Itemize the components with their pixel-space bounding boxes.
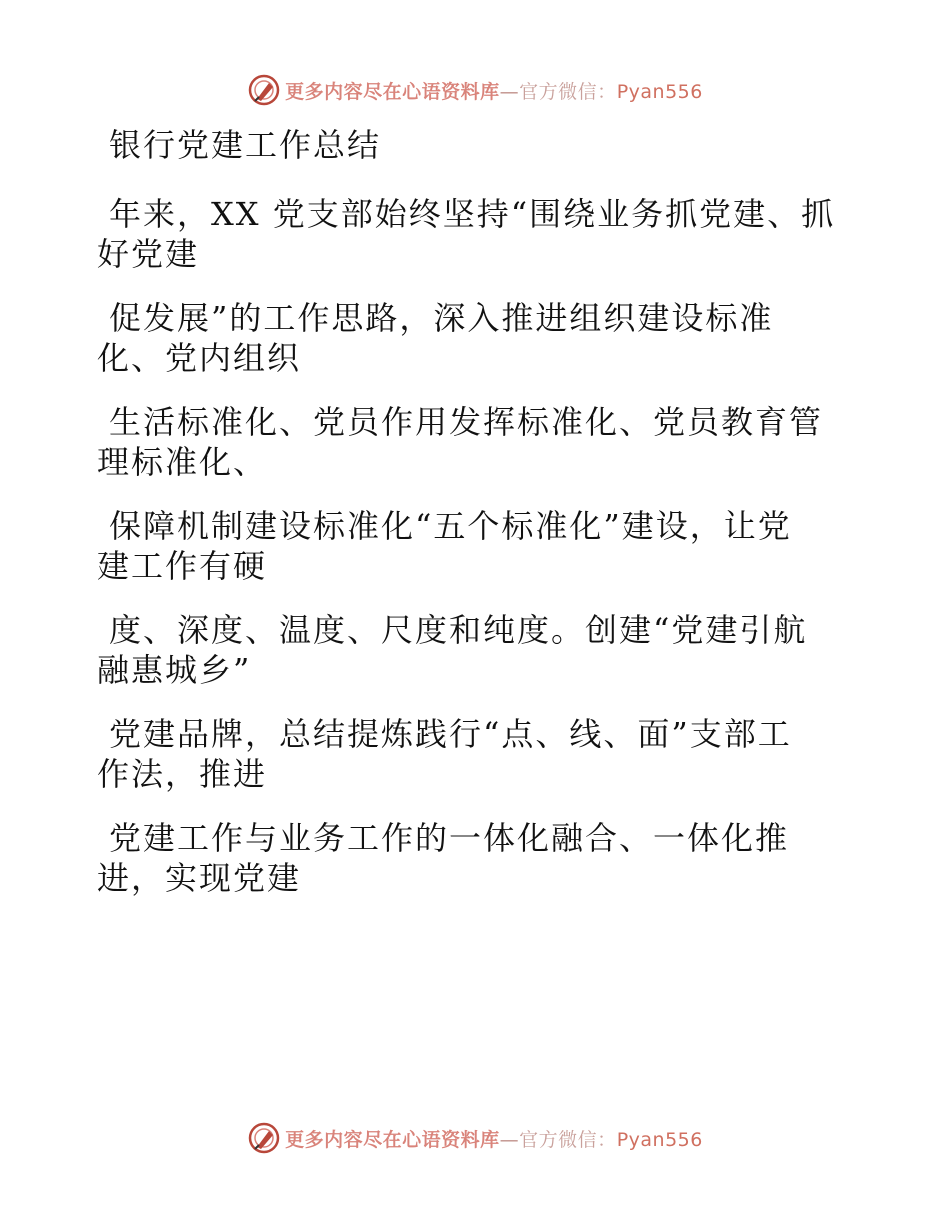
- banner-account: Pyan556: [616, 80, 703, 103]
- banner-wechat-label: 官方微信：: [519, 80, 617, 103]
- banner-separator: —: [499, 80, 520, 103]
- paragraph-line: 理标准化、: [97, 443, 268, 481]
- paragraph-line: 生活标准化、党员作用发挥标准化、党员教育管: [109, 403, 824, 441]
- banner-account: Pyan556: [616, 1128, 703, 1151]
- paragraph-line: 年来，XX 党支部始终坚持“围绕业务抓党建、抓: [109, 195, 836, 233]
- paragraph-line: 促发展”的工作思路，深入推进组织建设标准: [109, 299, 774, 337]
- footer-banner: [0, 1118, 950, 1158]
- paragraph-1: [97, 194, 857, 274]
- pen-nib-logo-icon: [247, 73, 281, 107]
- paragraph-line: 建工作有硬: [97, 547, 268, 585]
- pen-nib-logo-icon: [247, 1121, 281, 1155]
- paragraph-line: 进，实现党建: [97, 859, 302, 897]
- paragraph-4: [97, 506, 857, 586]
- paragraph-line: 作法，推进: [97, 755, 268, 793]
- paragraph-5: [97, 610, 857, 690]
- paragraph-line: 保障机制建设标准化“五个标准化”建设，让党: [109, 507, 792, 545]
- paragraph-line: 度、深度、温度、尺度和纯度。创建“党建引航: [109, 611, 808, 649]
- paragraph-line: 党建品牌，总结提炼践行“点、线、面”支部工: [109, 715, 792, 753]
- paragraph-line: 化、党内组织: [97, 339, 302, 377]
- paragraph-2: [97, 298, 857, 378]
- header-banner: [0, 70, 950, 110]
- paragraph-7: [97, 818, 857, 898]
- paragraph-line: 融惠城乡”: [97, 651, 252, 689]
- paragraph-line: 好党建: [97, 235, 200, 273]
- paragraph-3: [97, 402, 857, 482]
- paragraph-line: 党建工作与业务工作的一体化融合、一体化推: [109, 819, 790, 857]
- banner-separator: —: [499, 1128, 520, 1151]
- document-body: [97, 125, 857, 922]
- paragraph-6: [97, 714, 857, 794]
- banner-brand: 更多内容尽在心语资料库: [285, 80, 500, 103]
- banner-brand: 更多内容尽在心语资料库: [285, 1128, 500, 1151]
- banner-wechat-label: 官方微信：: [519, 1128, 617, 1151]
- document-title: 银行党建工作总结: [109, 126, 382, 164]
